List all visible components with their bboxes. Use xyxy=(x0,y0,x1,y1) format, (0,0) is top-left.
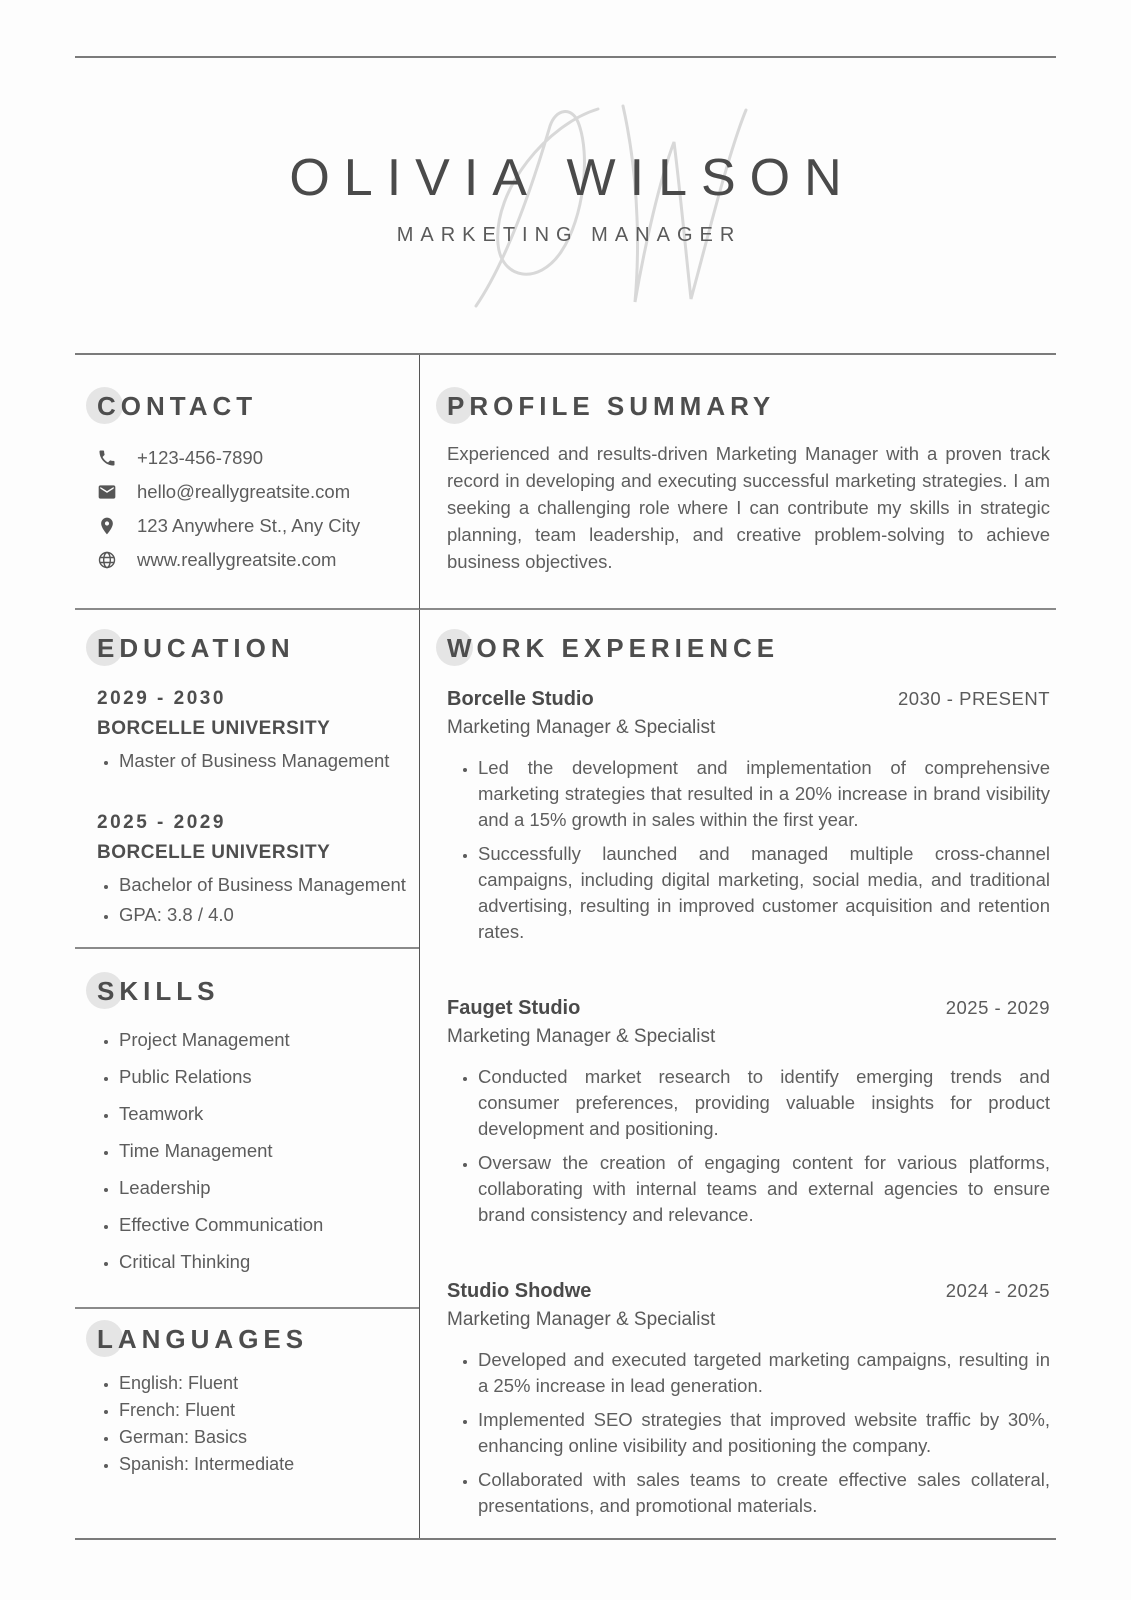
language-item: • English: Fluent xyxy=(119,1373,409,1394)
skill-item: • Teamwork xyxy=(119,1103,409,1125)
street-address: 123 Anywhere St., Any City xyxy=(137,515,361,537)
job-company: Fauget Studio xyxy=(447,996,581,1019)
main-content xyxy=(75,353,1056,1540)
job-entry xyxy=(447,1280,1050,1519)
skill-item: • Leadership xyxy=(119,1177,409,1199)
languages-heading xyxy=(97,1325,409,1355)
education-heading-label: EDUCATION xyxy=(97,633,295,663)
contact-email[interactable] xyxy=(97,482,419,503)
globe-icon xyxy=(97,550,117,570)
contact-heading xyxy=(97,392,419,422)
job-entry xyxy=(447,997,1050,1228)
education-details xyxy=(97,874,409,926)
skill-item: • Public Relations xyxy=(119,1066,409,1088)
job-company: Borcelle Studio xyxy=(447,687,594,710)
education-detail-item: • Master of Business Management xyxy=(119,750,409,772)
left-column xyxy=(75,610,420,1538)
job-bullet-item: • Implemented SEO strategies that improved website traffic by 30%, enhancing online visibility and positioning the company. xyxy=(478,1407,1050,1459)
phone-icon xyxy=(97,448,117,468)
education-detail-item: • GPA: 3.8 / 4.0 xyxy=(119,904,409,926)
job-bullet-list xyxy=(447,755,1050,945)
profile-summary-heading-label: PROFILE SUMMARY xyxy=(447,391,776,421)
job-header xyxy=(447,688,1050,711)
skill-item: • Time Management xyxy=(119,1140,409,1162)
job-role: Marketing Manager & Specialist xyxy=(447,1025,716,1047)
candidate-job-title: MARKETING MANAGER xyxy=(396,224,742,246)
education-heading xyxy=(97,634,409,664)
contact-address xyxy=(97,516,419,537)
profile-summary-section xyxy=(420,355,1056,610)
work-experience-heading-label: WORK EXPERIENCE xyxy=(447,633,780,663)
job-dates: 2025 - 2029 xyxy=(945,996,1050,1018)
candidate-name: OLIVIA WILSON xyxy=(289,149,856,207)
location-icon xyxy=(97,516,117,536)
education-entry xyxy=(97,812,409,926)
job-role: Marketing Manager & Specialist xyxy=(447,1308,716,1330)
profile-summary-text: Experienced and results-driven Marketing Manager with a proven track record in developing and executing successful marketing strategies. I am seeking a challenging role where I can contribute my skills in strategic planning, team leadership, and creative problem-solving to achieve business objectives. xyxy=(447,442,1050,572)
job-header xyxy=(447,1280,1050,1303)
education-detail-item: • Bachelor of Business Management xyxy=(119,874,409,896)
job-bullet-item: • Collaborated with sales teams to create effective sales collateral, presentations, and promotional materials. xyxy=(478,1467,1050,1519)
education-details xyxy=(97,750,409,772)
job-bullet-item: • Developed and executed targeted marketing campaigns, resulting in a 25% increase in lead generation. xyxy=(478,1347,1050,1399)
education-school: BORCELLE UNIVERSITY xyxy=(97,717,331,739)
language-item: • German: Basics xyxy=(119,1427,409,1448)
website-url: www.reallygreatsite.com xyxy=(137,549,337,571)
phone-number: +123-456-7890 xyxy=(137,447,264,469)
job-entry xyxy=(447,688,1050,945)
skills-heading xyxy=(97,977,409,1007)
skill-item: • Project Management xyxy=(119,1029,409,1051)
job-bullet-item: • Successfully launched and managed multiple cross-channel campaigns, including digital marketing, social media, and traditional advertising, resulting in improved customer acquisition and retention rates. xyxy=(478,841,1050,945)
skill-item: • Effective Communication xyxy=(119,1214,409,1236)
job-company: Studio Shodwe xyxy=(447,1279,592,1302)
work-experience-section xyxy=(420,610,1056,1538)
language-item: • French: Fluent xyxy=(119,1400,409,1421)
job-dates: 2030 - PRESENT xyxy=(898,687,1050,709)
contact-website[interactable] xyxy=(97,550,419,571)
work-experience-heading xyxy=(447,634,1050,664)
job-dates: 2024 - 2025 xyxy=(945,1279,1050,1301)
email-address: hello@reallygreatsite.com xyxy=(137,481,351,503)
education-years: 2029 - 2030 xyxy=(97,687,226,709)
skills-section xyxy=(75,947,419,1307)
skills-list xyxy=(97,1029,409,1273)
languages-heading-label: LANGUAGES xyxy=(97,1324,309,1354)
language-item: • Spanish: Intermediate xyxy=(119,1454,409,1475)
email-icon xyxy=(97,482,117,502)
contact-heading-label: CONTACT xyxy=(97,391,258,421)
job-bullet-list xyxy=(447,1064,1050,1228)
job-role: Marketing Manager & Specialist xyxy=(447,716,716,738)
top-divider xyxy=(75,56,1056,58)
job-bullet-item: • Oversaw the creation of engaging content for various platforms, collaborating with internal teams and external agencies to ensure brand consistency and relevance. xyxy=(478,1150,1050,1228)
job-bullet-list xyxy=(447,1347,1050,1519)
education-entry xyxy=(97,688,409,772)
header xyxy=(0,149,1131,247)
profile-summary-heading xyxy=(447,392,1050,422)
contact-list xyxy=(97,448,419,571)
job-header xyxy=(447,997,1050,1020)
education-section xyxy=(75,610,419,947)
contact-section xyxy=(75,355,420,610)
education-years: 2025 - 2029 xyxy=(97,811,226,833)
skills-heading-label: SKILLS xyxy=(97,976,220,1006)
languages-list xyxy=(97,1373,409,1475)
contact-phone xyxy=(97,448,419,469)
job-bullet-item: • Conducted market research to identify emerging trends and consumer preferences, providing valuable insights for product development and positioning. xyxy=(478,1064,1050,1142)
education-school: BORCELLE UNIVERSITY xyxy=(97,841,331,863)
languages-section xyxy=(75,1307,419,1475)
skill-item: • Critical Thinking xyxy=(119,1251,409,1273)
job-bullet-item: • Led the development and implementation of comprehensive marketing strategies that resulted in a 20% increase in brand visibility and a 15% growth in sales within the first year. xyxy=(478,755,1050,833)
